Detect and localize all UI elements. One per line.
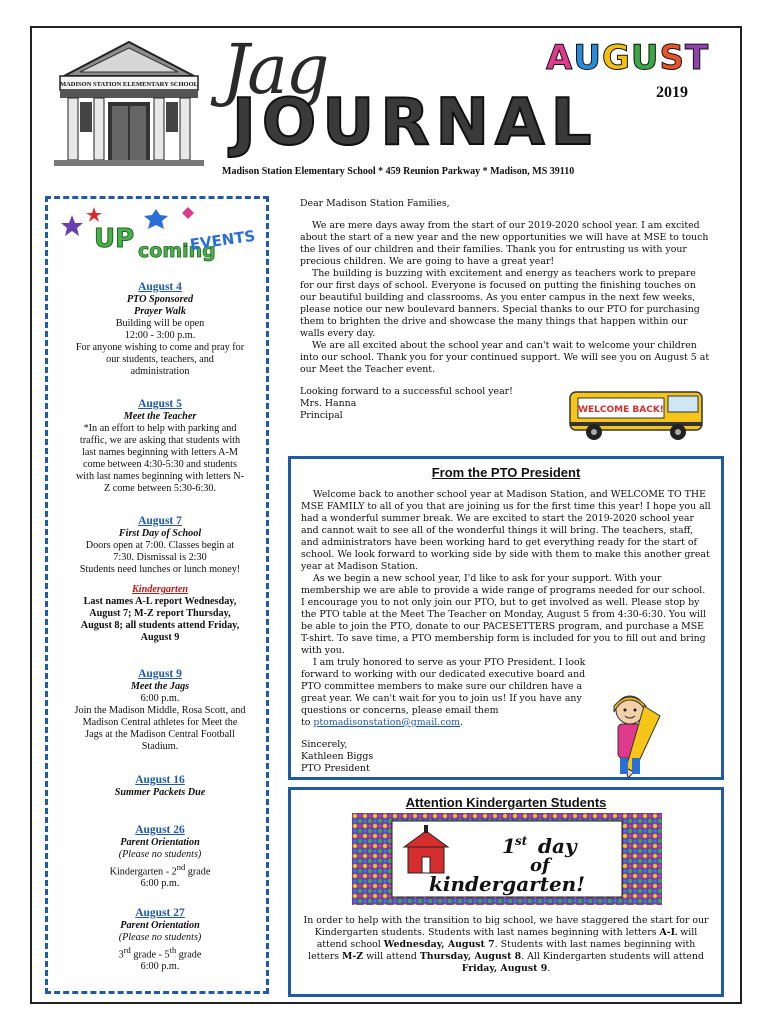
event-line: August 7; M-Z report Thursday, <box>89 608 231 619</box>
ordinal-suffix: nd <box>176 862 186 872</box>
event-subtitle: (Please no students) <box>118 849 202 860</box>
kg-text-part: In order to help with the transition to big school, we have staggered the start for our Kindergarten students. Students with last names beginning with letters <box>303 915 709 938</box>
school-bus-image <box>568 386 710 442</box>
event-line: Stadium. <box>141 741 179 752</box>
month-letter: S <box>659 38 685 78</box>
masthead-journal: JOURNAL <box>232 86 598 160</box>
kg-text-bold: Thursday, August 8 <box>419 951 522 962</box>
event-line-part: grade <box>176 949 202 961</box>
event-line: August 9 <box>140 632 180 643</box>
kg-text-bold: A-L <box>659 927 678 938</box>
banner-first-number: 1 <box>502 834 516 858</box>
pto-email-suffix: . <box>460 717 464 728</box>
event-aug-26 <box>50 824 270 890</box>
event-line: 12:00 - 3:00 p.m. <box>124 330 196 341</box>
event-aug-16 <box>50 774 270 799</box>
event-aug-9 <box>50 668 270 753</box>
pto-email-prefix: to <box>301 717 314 728</box>
event-aug-4 <box>50 281 270 378</box>
event-line: traffic, we are asking that students with <box>79 435 241 446</box>
event-date: August 9 <box>138 668 182 680</box>
event-line: August 8; all students attend Friday, <box>80 620 240 631</box>
kg-text-part: will attend school <box>316 927 698 950</box>
event-title: Summer Packets Due <box>114 787 206 798</box>
kindergarten-text <box>302 915 710 975</box>
kg-text-part: . Students with last names beginning with letters <box>308 939 696 962</box>
banner-day: day <box>538 834 577 858</box>
letter-paragraph: The building is buzzing with excitement and energy as teachers work to prepare for our first days of school. Everyone is focused on putting the finishing touches on our beautiful building and classrooms. As you enter campus in the next few weeks, please notice our new boulevard banners. Special thanks to our PTO for purchasing them to brighten the drive and showcase the many things that happen within our walls every day. <box>300 268 700 339</box>
kg-text-bold: Friday, August 9 <box>461 963 548 974</box>
banner-of: of <box>530 855 550 876</box>
banner-up: UP <box>94 224 135 254</box>
event-line: Doors open at 7:00. Classes begin at <box>85 540 235 551</box>
pto-paragraph <box>301 657 601 717</box>
event-date: August 7 <box>138 515 182 527</box>
event-title: First Day of School <box>118 528 202 539</box>
event-line-part: 3 <box>118 949 124 961</box>
letter-closing: Looking forward to a successful school year! <box>300 386 513 397</box>
letter-paragraph: We are all excited about the school year and can't wait to welcome your children into our school. Thank you for your continued support. We will see you on August 5 at our Meet the Teacher event. <box>300 340 710 375</box>
event-line <box>50 944 270 961</box>
ordinal-suffix: th <box>169 945 177 955</box>
event-date: August 4 <box>138 281 182 293</box>
event-line: Building will be open <box>115 318 205 329</box>
event-line: with last names beginning with letters N- <box>75 471 245 482</box>
letter-signature-name: Mrs. Hanna <box>300 398 357 409</box>
pto-paragraph-text: I am truly honored to serve as your PTO President. I look forward to working with our dedicated executive board and PTO committee members to make sure our children have a great year. We can't wait for you to join us! If you have any questions or concerns, please email them <box>301 657 586 716</box>
banner-kindergarten: kindergarten! <box>428 872 586 896</box>
pto-signature-role: PTO President <box>301 763 370 774</box>
kg-text-part: . All Kindergarten students will attend <box>521 951 704 962</box>
event-line: Jags at the Madison Central Football <box>85 729 235 740</box>
event-aug-7 <box>50 515 270 644</box>
event-title: Meet the Jags <box>130 681 190 692</box>
event-line-part: Kindergarten - 2 <box>109 866 177 878</box>
month-title <box>546 38 709 78</box>
event-aug-5 <box>50 398 270 495</box>
event-title: Prayer Walk <box>134 306 186 317</box>
event-line: Students need lunches or lunch money! <box>79 564 241 575</box>
banner-events: EVENTS <box>188 226 257 254</box>
event-line: 7:30. Dismissal is 2:30 <box>113 552 207 563</box>
event-line: our students, teachers, and <box>106 354 214 365</box>
event-title: Parent Orientation <box>120 920 200 931</box>
girl-with-pencil-image <box>600 688 670 780</box>
kg-text-part: will attend <box>363 951 420 962</box>
upcoming-events-banner <box>60 205 260 265</box>
ordinal-suffix: rd <box>123 945 131 955</box>
bus-sign-text: WELCOME BACK! <box>578 405 664 415</box>
school-sign-text: MADISON STATION ELEMENTARY SCHOOL <box>59 81 199 88</box>
kindergarten-label: Kindergarten <box>131 584 189 595</box>
event-line-part: grade - 5 <box>130 949 170 961</box>
event-line: last names beginning with letters A-M <box>82 447 238 458</box>
event-line: come between 4:30-5:30 and students <box>83 459 237 470</box>
school-address: Madison Station Elementary School * 459 Reunion Parkway * Madison, MS 39110 <box>222 166 575 177</box>
kg-text-bold: M-Z <box>342 951 364 962</box>
event-line: *In an effort to help with parking and <box>83 423 237 434</box>
month-letter: U <box>630 38 660 78</box>
year: 2019 <box>656 84 688 101</box>
event-line: 6:00 p.m. <box>140 693 180 704</box>
event-line-part: grade <box>185 866 211 878</box>
month-letter: U <box>573 38 602 78</box>
pto-sign-off: Sincerely, <box>301 739 348 750</box>
month-letter: A <box>546 38 574 78</box>
month-letter: T <box>684 38 710 78</box>
kindergarten-heading: Attention Kindergarten Students <box>405 795 607 810</box>
kg-text-part: . <box>547 963 551 974</box>
event-line: 6:00 p.m. <box>140 878 180 890</box>
event-date: August 16 <box>135 774 185 786</box>
month-letter: G <box>601 38 631 78</box>
kg-text-bold: Wednesday, August 7 <box>383 939 495 950</box>
banner-st-suffix: st <box>515 834 528 848</box>
event-line: For anyone wishing to come and pray for <box>75 342 245 353</box>
event-date: August 27 <box>135 907 185 919</box>
event-title: Parent Orientation <box>120 837 200 848</box>
event-line: Join the Madison Middle, Rosa Scott, and <box>74 705 246 716</box>
pto-paragraph: As we begin a new school year, I'd like to ask for your support. With your membership we are able to provide a wide range of programs needed for our school. I encourage you to not only join our PTO, but to get involved as well. Please stop by the PTO table at the Meet The Teacher on Monday, August 5 from 4:30-6:30. You will be able to join the PTO, donate to our PACESETTERS program, and purchase a MSE T-shirt. To save time, a PTO membership form is included for you to fill out and bring with you. <box>301 573 706 656</box>
letter-paragraph: We are mere days away from the start of our 2019-2020 school year. I am excited about the start of a new year and the new opportunities we will have at MSE to touch the lives of our children and their families. Thank you for entrusting us with your precious children. We are going to have a great year! <box>300 220 709 267</box>
school-building-image <box>50 38 208 168</box>
banner-coming: coming <box>138 240 216 262</box>
event-line: Z come between 5:30-6:30. <box>103 483 217 494</box>
pto-heading: From the PTO President <box>431 465 581 480</box>
event-date: August 26 <box>135 824 185 836</box>
event-date: August 5 <box>138 398 182 410</box>
masthead-jag: Jag <box>222 31 328 110</box>
pto-paragraph: Welcome back to another school year at Madison Station, and WELCOME TO THE MSE FAMILY to all of you that are joining us for the first time this year! I hope you all had a wonderful summer break. We are excited to start the 2019-2020 school year and cannot wait to see all of the wonderful things it will bring. The teachers, staff, and administrators have been working hard to get everything ready for the start of school. We look forward to working side by side with them to make this another great year at Madison Station. <box>301 489 711 572</box>
pto-signature-name: Kathleen Biggs <box>301 751 374 762</box>
event-line: administration <box>130 366 190 377</box>
event-subtitle: (Please no students) <box>118 932 202 943</box>
event-line: Madison Central athletes for Meet the <box>82 717 238 728</box>
first-day-kindergarten-banner <box>352 813 662 905</box>
event-line: Last names A-L report Wednesday, <box>83 596 237 607</box>
event-title: Meet the Teacher <box>123 411 197 422</box>
letter-signature-role: Principal <box>300 410 343 421</box>
event-line: 6:00 p.m. <box>140 961 180 973</box>
event-line <box>50 861 270 878</box>
letter-greeting: Dear Madison Station Families, <box>300 198 450 209</box>
event-title: PTO Sponsored <box>126 294 194 305</box>
pto-email-link[interactable]: ptomadisonstation@gmail.com <box>313 717 461 728</box>
event-aug-27 <box>50 907 270 973</box>
